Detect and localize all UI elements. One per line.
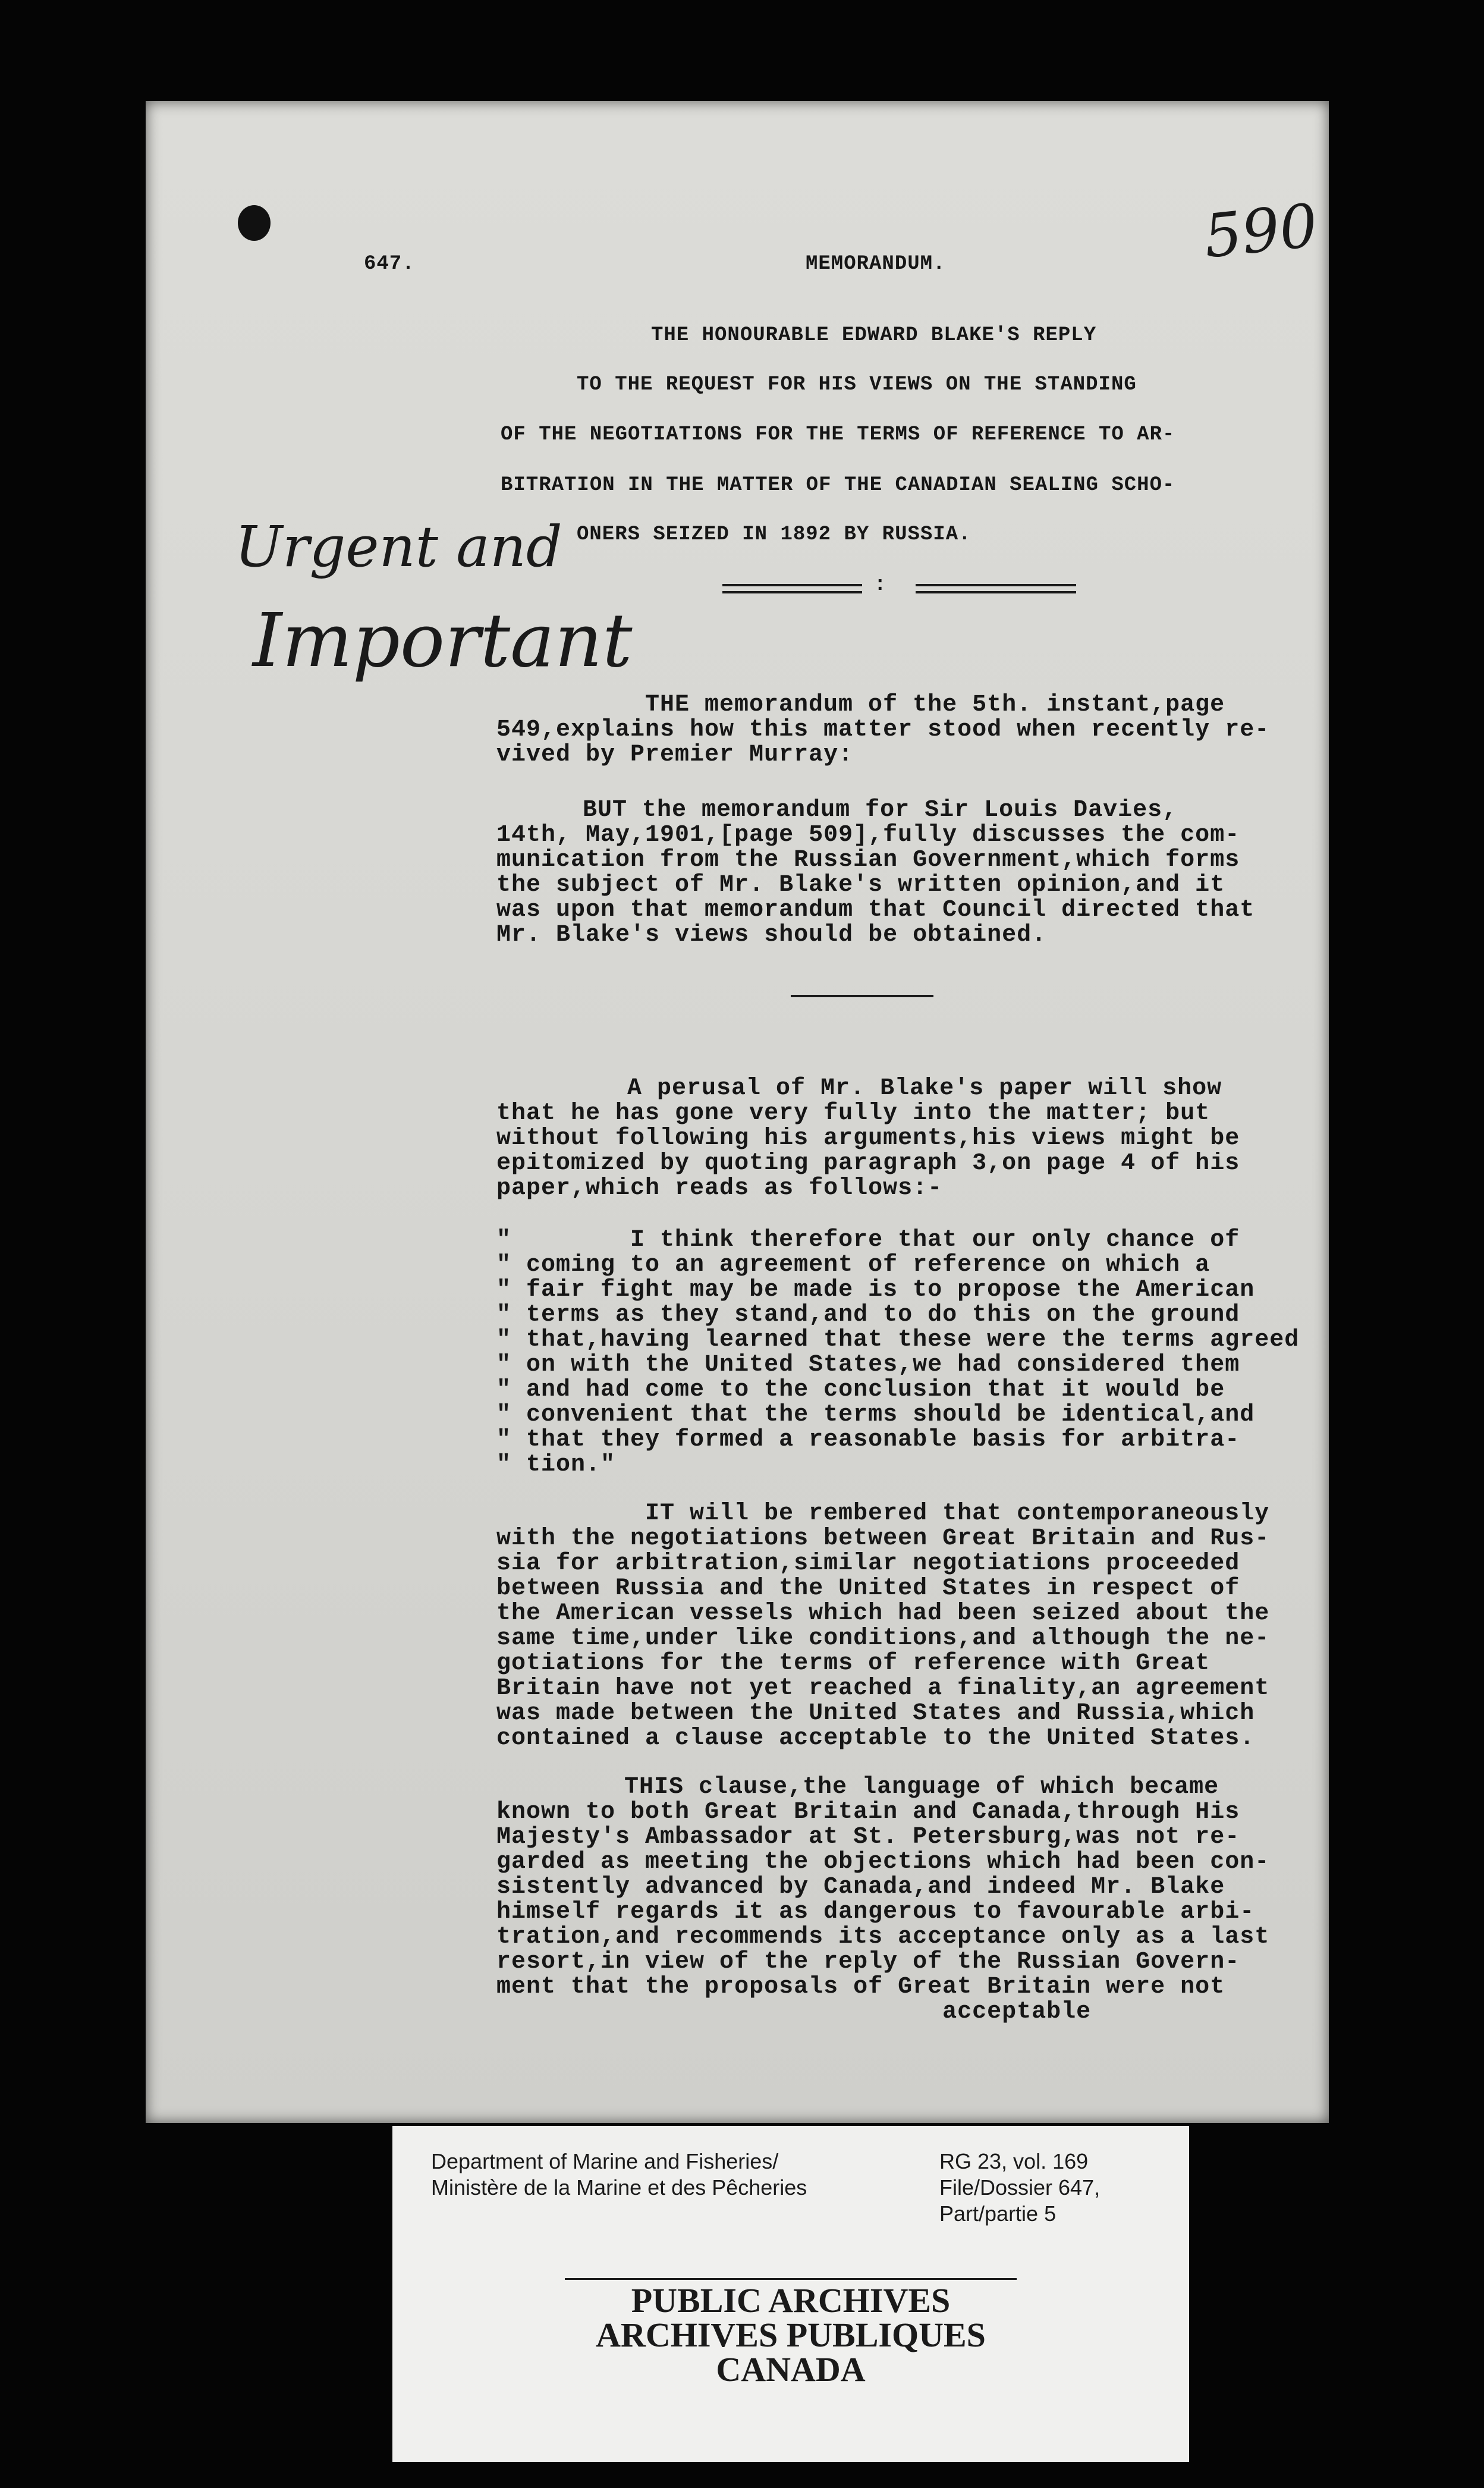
handwritten-note: Important xyxy=(253,598,633,684)
paragraph-line: epitomized by quoting paragraph 3,on page 4 of his xyxy=(496,1150,1240,1177)
page-number: 590 xyxy=(1200,190,1321,272)
paragraph-line: that he has gone very fully into the matter; but xyxy=(496,1100,1211,1127)
paragraph-line: tration,and recommends its acceptance only as a last xyxy=(496,1924,1270,1950)
title-line: BITRATION IN THE MATTER OF THE CANADIAN SEALING SCHO- xyxy=(501,474,1175,497)
paragraph-line: was upon that memorandum that Council directed that xyxy=(496,897,1255,923)
department-en: Department of Marine and Fisheries/ xyxy=(431,2149,779,2173)
quote-line: " coming to an agreement of reference on which a xyxy=(496,1252,1211,1278)
record-group: RG 23, vol. 169 xyxy=(939,2149,1089,2173)
title-rule-left xyxy=(722,591,862,593)
paragraph-line: sistently advanced by Canada,and indeed Mr. Blake xyxy=(496,1874,1225,1900)
paragraph-line: himself regards it as dangerous to favourable arbi- xyxy=(496,1899,1255,1925)
file-dossier: File/Dossier 647, xyxy=(939,2175,1101,2200)
paragraph-line: the American vessels which had been seized about the xyxy=(496,1600,1270,1627)
paragraph-line: BUT the memorandum for Sir Louis Davies, xyxy=(583,797,1178,824)
record-reference xyxy=(939,2148,1100,2227)
quote-line: " on with the United States,we had considered them xyxy=(496,1352,1240,1378)
quote-line: " that,having learned that these were the terms agreed xyxy=(496,1327,1300,1353)
title-line: OF THE NEGOTIATIONS FOR THE TERMS OF REFERENCE TO AR- xyxy=(501,423,1175,446)
title-rule-right xyxy=(916,591,1076,593)
quote-line: " terms as they stand,and to do this on the ground xyxy=(496,1302,1240,1328)
paragraph-line: 549,explains how this matter stood when recently re- xyxy=(496,717,1270,743)
quote-line: " I think therefore that our only chance of xyxy=(496,1227,1240,1254)
department-fr: Ministère de la Marine et des Pêcheries xyxy=(431,2175,807,2200)
paragraph-line: vived by Premier Murray: xyxy=(496,742,854,768)
paragraph-line: Mr. Blake's views should be obtained. xyxy=(496,922,1047,948)
quote-line: " that they formed a reasonable basis for arbitra- xyxy=(496,1427,1240,1453)
paragraph-line: sia for arbitration,similar negotiations proceeded xyxy=(496,1550,1240,1577)
paragraph-line: same time,under like conditions,and although the ne- xyxy=(496,1625,1270,1652)
paragraph-line: ment that the proposals of Great Britain were not xyxy=(496,1974,1225,2000)
title-rule-right xyxy=(916,584,1076,586)
handwritten-note: Urgent and xyxy=(235,514,562,580)
paragraph-line: between Russia and the United States in respect of xyxy=(496,1575,1240,1602)
part-partie: Part/partie 5 xyxy=(939,2201,1057,2226)
paragraph-line: contained a clause acceptable to the United States. xyxy=(496,1725,1255,1752)
title-rule-left xyxy=(722,584,862,586)
archives-line-country: CANADA xyxy=(716,2350,866,2389)
paragraph-line: resort,in view of the reply of the Russian Govern- xyxy=(496,1949,1240,1975)
paragraph-line: Britain have not yet reached a finality,an agreement xyxy=(496,1675,1270,1702)
archives-stamp xyxy=(392,2283,1189,2387)
archives-line-fr: ARCHIVES PUBLIQUES xyxy=(596,2316,986,2354)
department-label xyxy=(431,2148,807,2201)
archives-line-en: PUBLIC ARCHIVES xyxy=(631,2281,951,2320)
title-line: ONERS SEIZED IN 1892 BY RUSSIA. xyxy=(577,523,971,546)
paragraph-line: garded as meeting the objections which had been con- xyxy=(496,1849,1270,1876)
paragraph-line: acceptable xyxy=(496,1999,1092,2025)
title-line: TO THE REQUEST FOR HIS VIEWS ON THE STANDING xyxy=(577,373,1137,396)
paragraph-line: the subject of Mr. Blake's written opinion,and it xyxy=(496,872,1225,899)
paragraph-line: gotiations for the terms of reference with Great xyxy=(496,1650,1211,1677)
document-type: MEMORANDUM. xyxy=(806,253,946,275)
paragraph-line: munication from the Russian Government,which forms xyxy=(496,847,1240,874)
quote-line: " and had come to the conclusion that it would be xyxy=(496,1377,1225,1403)
quote-line: " fair fight may be made is to propose the American xyxy=(496,1277,1255,1303)
paragraph-line: paper,which reads as follows:- xyxy=(496,1175,943,1202)
paragraph-line: THE memorandum of the 5th. instant,page xyxy=(645,692,1225,718)
quote-line: " convenient that the terms should be identical,and xyxy=(496,1402,1255,1428)
paragraph-line: without following his arguments,his views might be xyxy=(496,1125,1240,1152)
paragraph-line: known to both Great Britain and Canada,through His xyxy=(496,1799,1240,1826)
archive-label-card xyxy=(392,2126,1189,2462)
title-line: THE HONOURABLE EDWARD BLAKE'S REPLY xyxy=(651,324,1097,347)
punch-hole xyxy=(238,205,271,241)
title-separator: : xyxy=(874,574,887,596)
paragraph-line: THIS clause,the language of which became xyxy=(624,1774,1219,1801)
paragraph-line: with the negotiations between Great Britain and Rus- xyxy=(496,1525,1270,1552)
paragraph-line: 14th, May,1901,[page 509],fully discusses the com- xyxy=(496,822,1240,849)
paragraph-line: A perusal of Mr. Blake's paper will show xyxy=(627,1075,1222,1102)
archive-rule xyxy=(565,2278,1017,2280)
paragraph-line: Majesty's Ambassador at St. Petersburg,was not re- xyxy=(496,1824,1240,1851)
paragraph-line: IT will be rembered that contemporaneously xyxy=(645,1500,1270,1527)
file-number: 647. xyxy=(364,253,415,275)
section-divider xyxy=(791,995,933,997)
quote-line: " tion." xyxy=(496,1452,616,1478)
paragraph-line: was made between the United States and Russia,which xyxy=(496,1700,1255,1727)
